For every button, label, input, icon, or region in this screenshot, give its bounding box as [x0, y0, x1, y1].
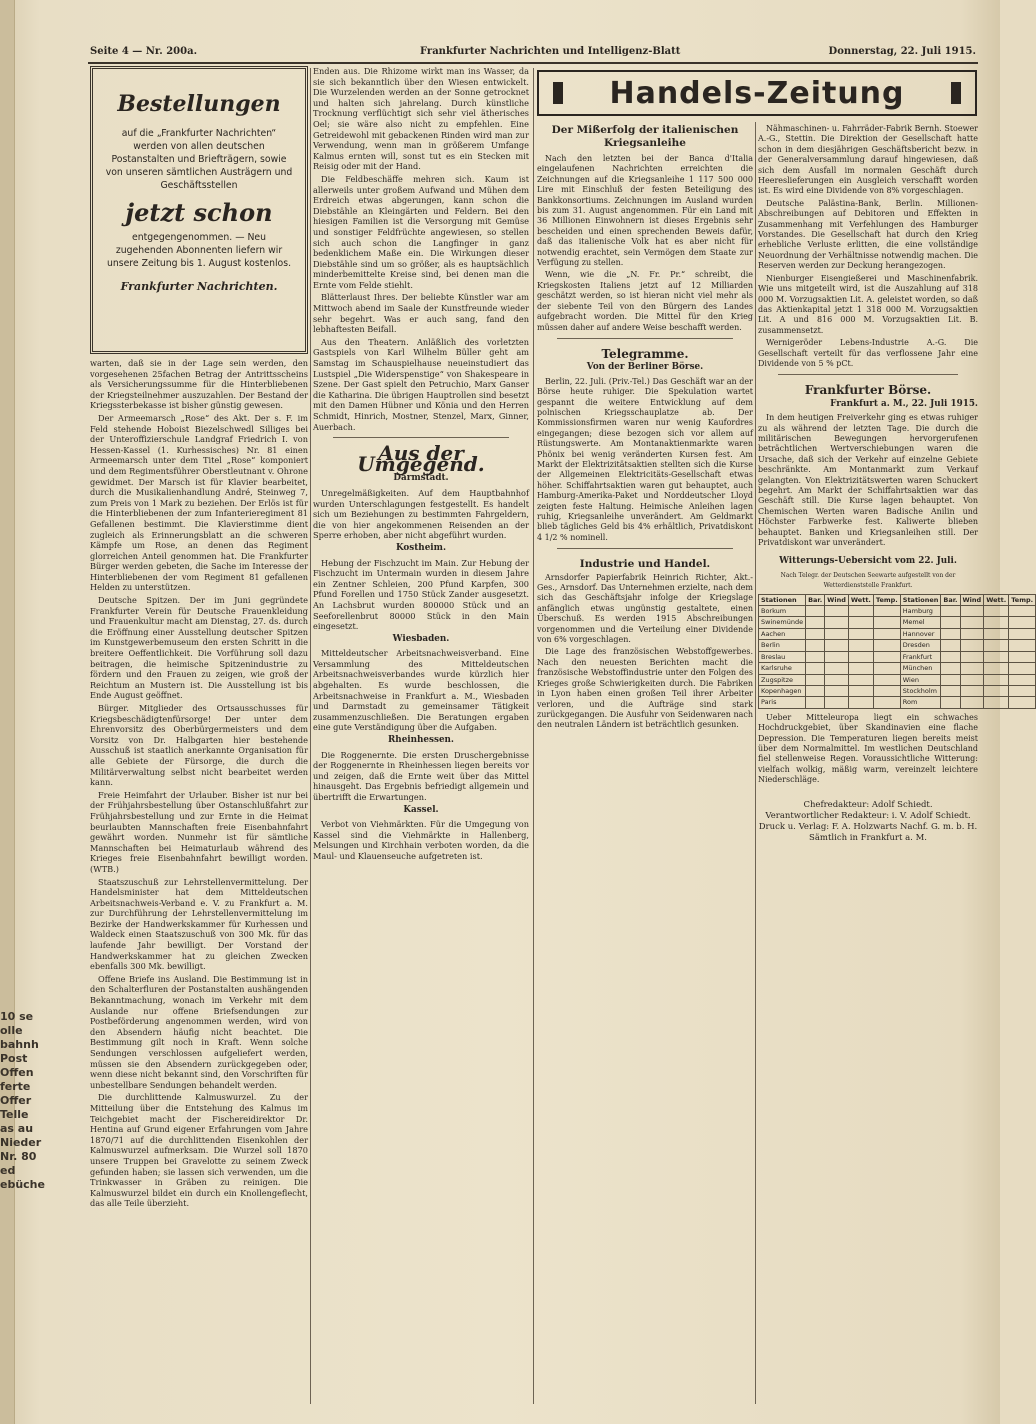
- issue-date: Donnerstag, 22. Juli 1915.: [828, 46, 976, 57]
- weather-cell: [1009, 640, 1036, 651]
- weather-cell: [806, 674, 825, 685]
- fragment: as au: [0, 1122, 34, 1135]
- column-header: Temp.: [1009, 594, 1036, 605]
- header-rule: [88, 62, 978, 64]
- section-rule: [557, 548, 733, 549]
- weather-cell: [984, 628, 1009, 639]
- weather-table-body: [759, 606, 1036, 709]
- weather-table-header: [759, 594, 1036, 605]
- section-rule: [778, 374, 958, 375]
- place-heading: Wiesbaden.: [392, 633, 450, 644]
- column-header: Bar.: [941, 594, 960, 605]
- masthead-ornament: [951, 82, 961, 104]
- article-paragraph: Die durchlittende Kalmuswurzel. Zu der Mitteilung über die Entstehung des Kalmus im Teichgebiet macht der Fischereidirektor Dr. Hentina auf Grund eigener Erfahrungen vom Jahre 1870/71 auf die durchlittenden Eisenkohlen der Kalmuswurzel aufmerksam. Die Wurzel soll 1870 unsere Truppen bei Gravelotte zu seinem Zweck gefunden haben; sie lassen sich verwenden, um die Trinkwasser in Gräben zu reinigen. Die Kalmuswurzel bildet ein durch ein Knollengeflecht, das alle Teile überzieht.: [90, 1092, 308, 1209]
- weather-cell: [848, 651, 873, 662]
- article-paragraph: Verbot von Viehmärkten. Für die Umgegung von Kassel sind die Viehmärkte in Hallenberg, Melsungen und Kirchhain verboten worden, da die Maul- und Klauenseuche aufgetreten ist.: [313, 819, 529, 861]
- column-header: Stationen: [759, 594, 806, 605]
- weather-cell: [848, 697, 873, 708]
- article-paragraph: Enden aus. Die Rhizome wirkt man ins Wasser, da sie sich bekanntlich über den Wiesen entwickelt. Die Wurzelenden werden an der Sonne getrocknet und halten sich jahrelang. Durch künstliche Trocknung verflüchtigt sich sehr viel ätherisches Oel; sie wäre also nicht zu empfehlen. Eine Getreidewohl mit gebackenen Rinden wird man zur Verwendung, wenn man in größerem Umfange Kalmus ernten will, sonst tut es ein Stecken mit Reisig oder mit der Hand.: [313, 66, 529, 172]
- weather-cell: Rom: [900, 697, 941, 708]
- weather-row: [759, 663, 1036, 674]
- weather-cell: [960, 674, 984, 685]
- fragment: ed: [0, 1164, 16, 1177]
- weather-cell: [960, 640, 984, 651]
- weather-cell: [873, 697, 900, 708]
- imprint-line: Chefredakteur: Adolf Schiedt.: [803, 799, 933, 810]
- column-header: Wind: [960, 594, 984, 605]
- weather-cell: [941, 697, 960, 708]
- weather-cell: [941, 640, 960, 651]
- telegram-heading: Telegramme.: [601, 346, 689, 361]
- weather-cell: Frankfurt: [900, 651, 941, 662]
- fragment: Nieder: [0, 1136, 42, 1149]
- place-heading: Kostheim.: [395, 542, 447, 553]
- weather-cell: [806, 697, 825, 708]
- weather-cell: [848, 617, 873, 628]
- weather-cell: [960, 606, 984, 617]
- fragment: Offer: [0, 1094, 32, 1107]
- weather-cell: [873, 663, 900, 674]
- article-paragraph: Deutsche Spitzen. Der im Juni gegründete Frankfurter Verein für Deutsche Frauenkleidung und Frauenkultur macht am Dienstag, 27. ds. durch die Eröffnung einer Ausstellung deutscher Spitzen im Kunstgewerbemuseum den ersten Schritt in die breitere Oeffentlichkeit. Die Vorführung soll dazu beitragen, die heimische Spitzenindustrie zu fördern und den Frauen zu zeigen, wie groß der Reichtum an Mustern ist. Die Ausstellung ist bis Ende August geöffnet.: [90, 595, 308, 701]
- column-2: [313, 66, 529, 1406]
- article-paragraph: In dem heutigen Freiverkehr ging es etwas ruhiger zu als während der letzten Tage. Die durch die militärischen Bewegungen hervorgerufenen beträchtlichen Wertverschiebungen waren die Ursache, daß sich der Verkehr auf einzelne Gebiete beschränkte. Am Montanmarkt zum Verkauf gelangten. Von Elektrizitätswerten waren Schuckert begehrt. Am Markt der Schiffahrtsaktien war das Geschäft still. Die Kurse lagen behauptet. Von Chemischen Werten waren Badische Anilin und Höchster Farbwerke fest. Kaliwerte blieben behauptet. Banken und Kriegsanleihen still. Der Privatdiskont war unverändert.: [758, 413, 978, 548]
- article-paragraph: Die Roggenernte. Die ersten Druschergebnisse der Roggenernte in Rheinhessen liegen bereits vor und zeigen, daß die Ernte weit über das Mittel hinausgeht. Das Ergebnis befriedigt allgemein und übertrifft die Erwartungen.: [313, 749, 529, 802]
- column-header: Wett.: [984, 594, 1009, 605]
- weather-cell: [825, 640, 849, 651]
- weather-cell: [873, 685, 900, 696]
- local-news: [90, 358, 308, 1211]
- weather-cell: [984, 697, 1009, 708]
- weather-cell: [825, 674, 849, 685]
- weather-cell: Dresden: [900, 640, 941, 651]
- weather-cell: [806, 640, 825, 651]
- fragment: 10 se: [0, 1010, 34, 1023]
- weather-cell: München: [900, 663, 941, 674]
- article-paragraph: Nach den letzten bei der Banca d'Italia eingelaufenen Nachrichten erreichten die Zeichnungen auf die Kriegsanleihe 1 117 500 000 Lire mit Einschluß der festen Beteiligung des Bankkonsortiums. Zeichnungen im Ausland wurden bis zum 31. August angenommen. Für ein Land mit 36 Millionen Einwohnern ist dieses Ergebnis sehr bescheiden und einen sprechenden Beweis dafür, daß das italienische Volk hat es aber nicht für notwendig erachtet, sein Vermögen dem Staate zur Verfügung zu stellen.: [537, 154, 753, 268]
- article-paragraph: Ueber Mitteleuropa liegt ein schwaches Hochdruckgebiet, über Skandinavien eine flache Depression. Die Temperaturen liegen bereits meist über dem Normalmittel. Im westlichen Deutschland fiel stellenweise Regen. Voraussichtliche Witterung: vielfach wolkig, mäßig warm, vereinzelt leichtere Niederschläge.: [758, 712, 978, 785]
- article-paragraph: Hebung der Fischzucht im Main. Zur Hebung der Fischzucht im Untermain wurden in diesem Jahre ein Zentner Schleien, 200 Pfund Karpfen, 300 Pfund Forellen und 1750 Stück Zander ausgesetzt. An Lachsbrut wurden 800000 Stück und an Seeforellenbrut 80000 Stück in den Main eingesetzt.: [313, 557, 529, 632]
- weather-cell: Stockholm: [900, 685, 941, 696]
- weather-cell: [825, 663, 849, 674]
- advert-title: Bestellungen: [117, 91, 281, 117]
- weather-cell: [984, 685, 1009, 696]
- weather-cell: Hamburg: [900, 606, 941, 617]
- imprint-line: Sämtlich in Frankfurt a. M.: [809, 832, 927, 843]
- weather-cell: [1009, 628, 1036, 639]
- weather-cell: Kopenhagen: [759, 685, 806, 696]
- weather-cell: Hannover: [900, 628, 941, 639]
- column-header: Temp.: [873, 594, 900, 605]
- column-1: [90, 66, 308, 1406]
- weather-cell: [825, 685, 849, 696]
- article-paragraph: Unregelmäßigkeiten. Auf dem Hauptbahnhof wurden Unterschlagungen festgestellt. Es handelt sich um Beziehungen zu bestimmten Fahrgeldern, die von hier angekommenen Reisenden an der Sperre erhoben, aber nicht abgeführt wurden.: [313, 487, 529, 541]
- exchange-dateline: Frankfurt a. M., 22. Juli 1915.: [830, 398, 978, 409]
- weather-table: [758, 594, 1036, 709]
- article-paragraph: Die Feldbeschäffe mehren sich. Kaum ist allerweils unter großem Aufwand und Mühen dem Erdreich etwas abgerungen, kann schon die Diebstähle an Kleingärten und Feldern. Bei den hiesigen Familien ist die Versorgung mit Gemüse und sonstiger Feldfrüchte angewiesen, so stellen sich auch schon die Langfinger in ganz bedenklichem Maße ein. Die Wirkungen dieser Diebstähle sind um so größer, als es hauptsächlich minderbemittelte Kreise sind, bei denen man die Ernte vom Felde stiehlt.: [313, 173, 529, 290]
- article-paragraph: warten, daß sie in der Lage sein werden, den vorgesehenen 25fachen Betrag der Antrittsscheins als Versicherungssumme für die Hinterbliebenen der Kriegsteilnehmer auszuzahlen. Der Bestand der Kriegssterbekasse ist bisher günstig gewesen.: [90, 358, 308, 411]
- weather-cell: Karlsruhe: [759, 663, 806, 674]
- column-rule: [755, 122, 756, 1404]
- weather-cell: [848, 674, 873, 685]
- weather-cell: [941, 606, 960, 617]
- article-paragraph: Nähmaschinen- u. Fahrräder-Fabrik Bernh. Stoewer A.-G., Stettin. Die Direktion der Gesellschaft hatte schon in dem diesjährigen Geschäftsbericht bezw. in der Generalversammlung darauf hingewiesen, daß sich dem Ausfall im normalen Geschäft durch Heereslieferungen ein Ausgleich verschafft worden ist. Es wird eine Dividende von 8% vorgeschlagen.: [758, 124, 978, 196]
- weather-row: [759, 606, 1036, 617]
- weather-cell: [825, 606, 849, 617]
- page-number: Seite 4 — Nr. 200a.: [90, 46, 198, 57]
- weather-cell: Zugspitze: [759, 674, 806, 685]
- column-4: [758, 124, 1034, 1406]
- column-header: Bar.: [806, 594, 825, 605]
- weather-cell: Breslau: [759, 651, 806, 662]
- weather-cell: [1009, 663, 1036, 674]
- column-header: Wind: [825, 594, 849, 605]
- advert-text: entgegengenommen. — Neu zugehenden Abonnenten liefern wir unsere Zeitung bis 1. August kostenlos.: [106, 232, 292, 269]
- weather-cell: [848, 628, 873, 639]
- weather-cell: [941, 663, 960, 674]
- imprint-line: Druck u. Verlag: F. A. Holzwarts Nachf. G. m. b. H.: [758, 821, 978, 832]
- advert-signature: Frankfurter Nachrichten.: [120, 280, 278, 293]
- imprint: [758, 800, 978, 844]
- article-paragraph: Blätterlaust Ihres. Der beliebte Künstler war am Mittwoch abend im Saale der Kunstfreunde wieder sehr begehrt. Was er auch sang, fand den lebhaftesten Beifall.: [313, 292, 529, 335]
- place-heading: Darmstadt.: [393, 473, 449, 484]
- weather-cell: [848, 640, 873, 651]
- weather-cell: [960, 617, 984, 628]
- weather-cell: [1009, 674, 1036, 685]
- article-paragraph: Bürger. Mitglieder des Ortsausschusses für Kriegsbeschädigtenfürsorge! Der unter dem Ehrenvorsitz des Oberbürgermeisters und dem Vorsitz von Dr. Halbgarten hier bestehende Ausschuß ist staatlich anerkannte Organisation für alle Gebiete der Fürsorge, die durch die Militärverwaltung selbst nicht bearbeitet werden kann.: [90, 703, 308, 788]
- weather-cell: [873, 674, 900, 685]
- weather-row: [759, 617, 1036, 628]
- fragment: Offen: [0, 1066, 34, 1079]
- weather-cell: [806, 606, 825, 617]
- industry-heading: Industrie und Handel.: [579, 558, 711, 571]
- weather-cell: [984, 640, 1009, 651]
- weather-row: [759, 628, 1036, 639]
- weather-cell: [873, 606, 900, 617]
- section-rule: [333, 437, 509, 438]
- weather-cell: [984, 606, 1009, 617]
- weather-cell: [984, 663, 1009, 674]
- weather-cell: [806, 651, 825, 662]
- weather-cell: [848, 663, 873, 674]
- weather-cell: [1009, 606, 1036, 617]
- place-heading: Rheinhessen.: [388, 735, 454, 746]
- weather-cell: [825, 697, 849, 708]
- weather-cell: [873, 617, 900, 628]
- weather-cell: [960, 651, 984, 662]
- weather-cell: Berlin: [759, 640, 806, 651]
- imprint-line: Verantwortlicher Redakteur: i. V. Adolf Schiedt.: [765, 810, 971, 821]
- article-paragraph: Offene Briefe ins Ausland. Die Bestimmung ist in den Schalterfluren der Postanstalten aushängenden Bekanntmachung, wonach im Verkehr mit dem Auslande nur offene Briefsendungen zur Postbeförderung angenommen werden, wird von den Absendern häufig nicht beachtet. Die Bestimmung gilt noch in Kraft. Wenn solche Sendungen verschlossen aufgeliefert werden, müssen sie den Absendern zurückgegeben oder, wenn diese nicht bekannt sind, den Vorschriften für unbestellbare Sendungen behandelt werden.: [90, 973, 308, 1090]
- fragment: bahnh: [0, 1038, 39, 1051]
- article-paragraph: Die Lage des französischen Webstoffgewerbes. Nach den neuesten Berichten macht die französische Webstoffindustrie unter den Folgen des Krieges große Schwierigkeiten durch. Die Fabriken in Lyon haben einen großen Teil ihrer Arbeiter verloren, und die Aufträge sind stark zurückgegangen. Die Ausfuhr von Seidenwaren nach den neutralen Ländern ist beträchtlich gesunken.: [537, 647, 753, 730]
- weather-cell: [941, 674, 960, 685]
- weather-cell: [960, 685, 984, 696]
- article-paragraph: Freie Heimfahrt der Urlauber. Bisher ist nur bei der Frühjahrsbestellung über Ostanschlußfahrt zur Frühjahrsbestellung und zur Ernte in die Heimat beurlaubten Mannschaften freie Eisenbahnfahrt gewährt worden. Nunmehr ist für sämtliche Mannschaften bei Heimaturlaub während des Krieges freie Eisenbahnfahrt bewilligt worden. (WTB.): [90, 789, 308, 874]
- weather-row: [759, 697, 1036, 708]
- section-rule: [557, 338, 733, 339]
- weather-cell: [941, 617, 960, 628]
- fragment: ferte: [0, 1080, 31, 1093]
- weather-cell: [960, 628, 984, 639]
- weather-cell: [873, 651, 900, 662]
- weather-cell: [806, 685, 825, 696]
- weather-subheading: Nach Telegr. der Deutschen Seewarte aufgestellt von der Wetterdienststelle Frankfurt.: [780, 571, 956, 590]
- article-paragraph: Wenn, wie die „N. Fr. Pr.“ schreibt, die Kriegskosten Italiens jetzt auf 12 Milliarden geschätzt werden, so ist hieran nicht viel mehr als der siebente Teil von den Bürgern des Landes aufgebracht worden. Die Mittel für den Krieg müssen daher auf andere Weise beschafft werden.: [537, 270, 753, 332]
- weather-row: [759, 674, 1036, 685]
- weather-cell: [873, 628, 900, 639]
- weather-cell: [806, 617, 825, 628]
- place-heading: Kassel.: [403, 804, 439, 815]
- article-paragraph: Der Armeemarsch „Rose“ des Akt. Der s. F. im Feld stehende Hoboist Biezelschwedl Silliges bei der Unteroffizierschule Landgraf Friedrich I. von Hessen-Kassel (1. Kurhessisches) Nr. 81 einen Armeemarsch unter dem Titel „Rose“ komponiert und dem Regimentsführer Oberstleutnant v. Ohrone gewidmet. Der Marsch ist für Klavier bearbeitet, durch die Musikalienhandlung André, Steinweg 7, zum Preis von 1 Mark zu beziehen. Der Erlös ist für die Hinterbliebenen der zum Infanterieregiment 81 Gefallenen bestimmt. Die Klavierstimme dient zugleich als Erinnerungsblatt an die schweren Kämpfe um Rose, an denen das Regiment glorreichen Anteil genommen hat. Die Frankfurter Bürger werden gebeten, die Sache im Interesse der Hinterbliebenen der vom Regiment 81 gefallenen Helden zu unterstützen.: [90, 412, 308, 593]
- weather-cell: [873, 640, 900, 651]
- article-headline: Der Mißerfolg der italienischen Kriegsanleihe: [551, 124, 739, 149]
- weather-cell: [941, 651, 960, 662]
- advert-text: auf die „Frankfurter Nachrichten“ werden von allen deutschen Postanstalten und Briefträgern, sowie von unseren sämtlichen Austrägern und Geschäftsstellen: [105, 128, 293, 191]
- newspaper-title: Frankfurter Nachrichten und Intelligenz-Blatt: [420, 46, 681, 57]
- column-header: Stationen: [900, 594, 941, 605]
- weather-cell: [984, 617, 1009, 628]
- weather-cell: [825, 617, 849, 628]
- weather-cell: Borkum: [759, 606, 806, 617]
- article-paragraph: Aus den Theatern. Anläßlich des vorletzten Gastspiels von Karl Wilhelm Büller geht am Samstag im Schauspielhause neueinstudiert das Lustspiel „Die Widerspenstige“ von Shakespeare in Szene. Der Gast spielt den Petruchio, Marx Ganser die Katharina. Die übrigen Hauptrollen sind besetzt mit den Damen Hübner und Könia und den Herren Schmidt, Hinrich, Mostner, Stenzel, Marx, Ginner, Auerbach.: [313, 336, 529, 432]
- weather-cell: Aachen: [759, 628, 806, 639]
- article-paragraph: Berlin, 22. Juli. (Priv.-Tel.) Das Geschäft war an der Börse heute ruhiger. Die Spekulation wartet gespannt die weitere Entwicklung auf dem polnischen Kriegsschauplatze ab. Der Kommissionsfirmen waren nur wenig Kaufordres eingegangen; diese bezogen sich vor allem auf Rüstungswerte. Am Montanaktienmarkte waren Phönix bei wenig veränderten Kursen fest. Am Markt der Elektrizitätsaktien stellten sich die Kurse der Allgemeinen Elektricitäts-Gesellschaft etwas höher. Schiffahrtsaktien waren gut behauptet, auch Hamburg-Amerika-Paket und Norddeutscher Lloyd zeigten feste Haltung. Heimische Anleihen lagen ruhig, Kriegsanleihe unverändert. Am Geldmarkt blieb tägliches Geld bis 4% erhältlich, Privatdiskont 4 1/2 % nominell.: [537, 376, 753, 542]
- weather-cell: [984, 674, 1009, 685]
- column-header: Wett.: [848, 594, 873, 605]
- article-paragraph: Wernigeröder Lebens-Industrie A.-G. Die Gesellschaft verteilt für das verflossene Jahr eine Dividende von 5 % pCt.: [758, 338, 978, 368]
- weather-cell: [848, 606, 873, 617]
- weather-heading: Witterungs-Uebersicht vom 22. Juli.: [779, 556, 957, 567]
- column-3: [537, 124, 753, 1406]
- weather-cell: Swinemünde: [759, 617, 806, 628]
- weather-cell: [960, 663, 984, 674]
- binding-edge: [0, 0, 15, 1424]
- article-paragraph: Staatszuschuß zur Lehrstellenvermittelung. Der Handelsminister hat dem Mitteldeutschen Arbeitsnachweis-Verband e. V. zu Frankfurt a. M. zur Durchführung der Lehrstellenvermittelung im Bezirke der Handwerkskammer für Kurhessen und Waldeck einen Staatszuschuß von 300 Mk. für das laufende Jahr bewilligt. Der Vorstand der Handwerkskammer hat zu gleichen Zwecken ebenfalls 300 Mk. bewilligt.: [90, 876, 308, 972]
- advert-highlight: jetzt schon: [125, 198, 273, 227]
- article-paragraph: Arnsdorfer Papierfabrik Heinrich Richter, Akt.-Ges., Arnsdorf. Das Unternehmen erzielte, nach dem sich das Geschäftsjahr infolge der Kriegslage anfänglich etwas ungünstig gestaltete, einen Überschuß. Es werden 1915 Abschreibungen vorgenommen und die Verteilung einer Dividende von 6% vorgeschlagen.: [537, 572, 753, 645]
- weather-cell: [825, 651, 849, 662]
- fragment: Post: [0, 1052, 28, 1065]
- weather-cell: [1009, 651, 1036, 662]
- weather-row: [759, 651, 1036, 662]
- article-paragraph: Mitteldeutscher Arbeitsnachweisverband. Eine Versammlung des Mitteldeutschen Arbeitsnachweisverbandes wurde kürzlich hier abgehalten. Es wurde beschlossen, die Arbeitsnachweise in Frankfurt a. M., Wiesbaden und Darmstadt zu gemeinsamer Tätigkeit zusammenzuschließen. Die Beratungen ergaben eine gute Verständigung über die Aufgaben.: [313, 648, 529, 733]
- weather-cell: [1009, 685, 1036, 696]
- weather-cell: [941, 685, 960, 696]
- weather-cell: [848, 685, 873, 696]
- weather-cell: [1009, 617, 1036, 628]
- masthead-title: Handels-Zeitung: [609, 75, 905, 111]
- weather-cell: [1009, 697, 1036, 708]
- subscription-advert: [90, 66, 308, 354]
- weather-row: [759, 685, 1036, 696]
- adjacent-page-fragments: [0, 1010, 45, 1191]
- fragment: ebüche: [0, 1178, 45, 1191]
- weather-cell: [984, 651, 1009, 662]
- fragment: Telle: [0, 1108, 29, 1121]
- weather-cell: Wien: [900, 674, 941, 685]
- fragment: Nr. 80: [0, 1150, 37, 1163]
- weather-cell: [941, 628, 960, 639]
- column-rule: [310, 68, 311, 1404]
- section-title: Aus der Umgegend.: [357, 441, 485, 476]
- section-masthead: [537, 70, 977, 116]
- weather-cell: [825, 628, 849, 639]
- telegram-subheading: Von der Berliner Börse.: [586, 362, 704, 373]
- exchange-heading: Frankfurter Börse.: [804, 383, 932, 398]
- masthead-ornament: [553, 82, 563, 104]
- weather-row: [759, 640, 1036, 651]
- weather-cell: Paris: [759, 697, 806, 708]
- weather-cell: Memel: [900, 617, 941, 628]
- weather-cell: [960, 697, 984, 708]
- article-paragraph: Deutsche Palästina-Bank, Berlin. Millionen-Abschreibungen auf Debitoren und Effekten in Zusammenhang mit Verfehlungen des Hamburger Vorstandes. Die Gesellschaft hat durch den Krieg erhebliche Verluste erlitten, die eine vollständige Neuordnung der Verhältnisse notwendig machen. Die Reserven werden zur Deckung herangezogen.: [758, 198, 978, 271]
- weather-cell: [806, 628, 825, 639]
- fragment: olle: [0, 1024, 23, 1037]
- article-paragraph: Nienburger Eisengießerei und Maschinenfabrik. Wie uns mitgeteilt wird, ist die Auszahlung auf 318 000 M. Vorzugsaktien Lit. A. geleistet worden, so daß das Aktienkapital jetzt 1 318 000 M. Vorzugsaktien Lit. A und 816 000 M. Vorzugsaktien Lit. B. zusammensetzt.: [758, 273, 978, 335]
- weather-cell: [806, 663, 825, 674]
- column-rule: [533, 68, 534, 1404]
